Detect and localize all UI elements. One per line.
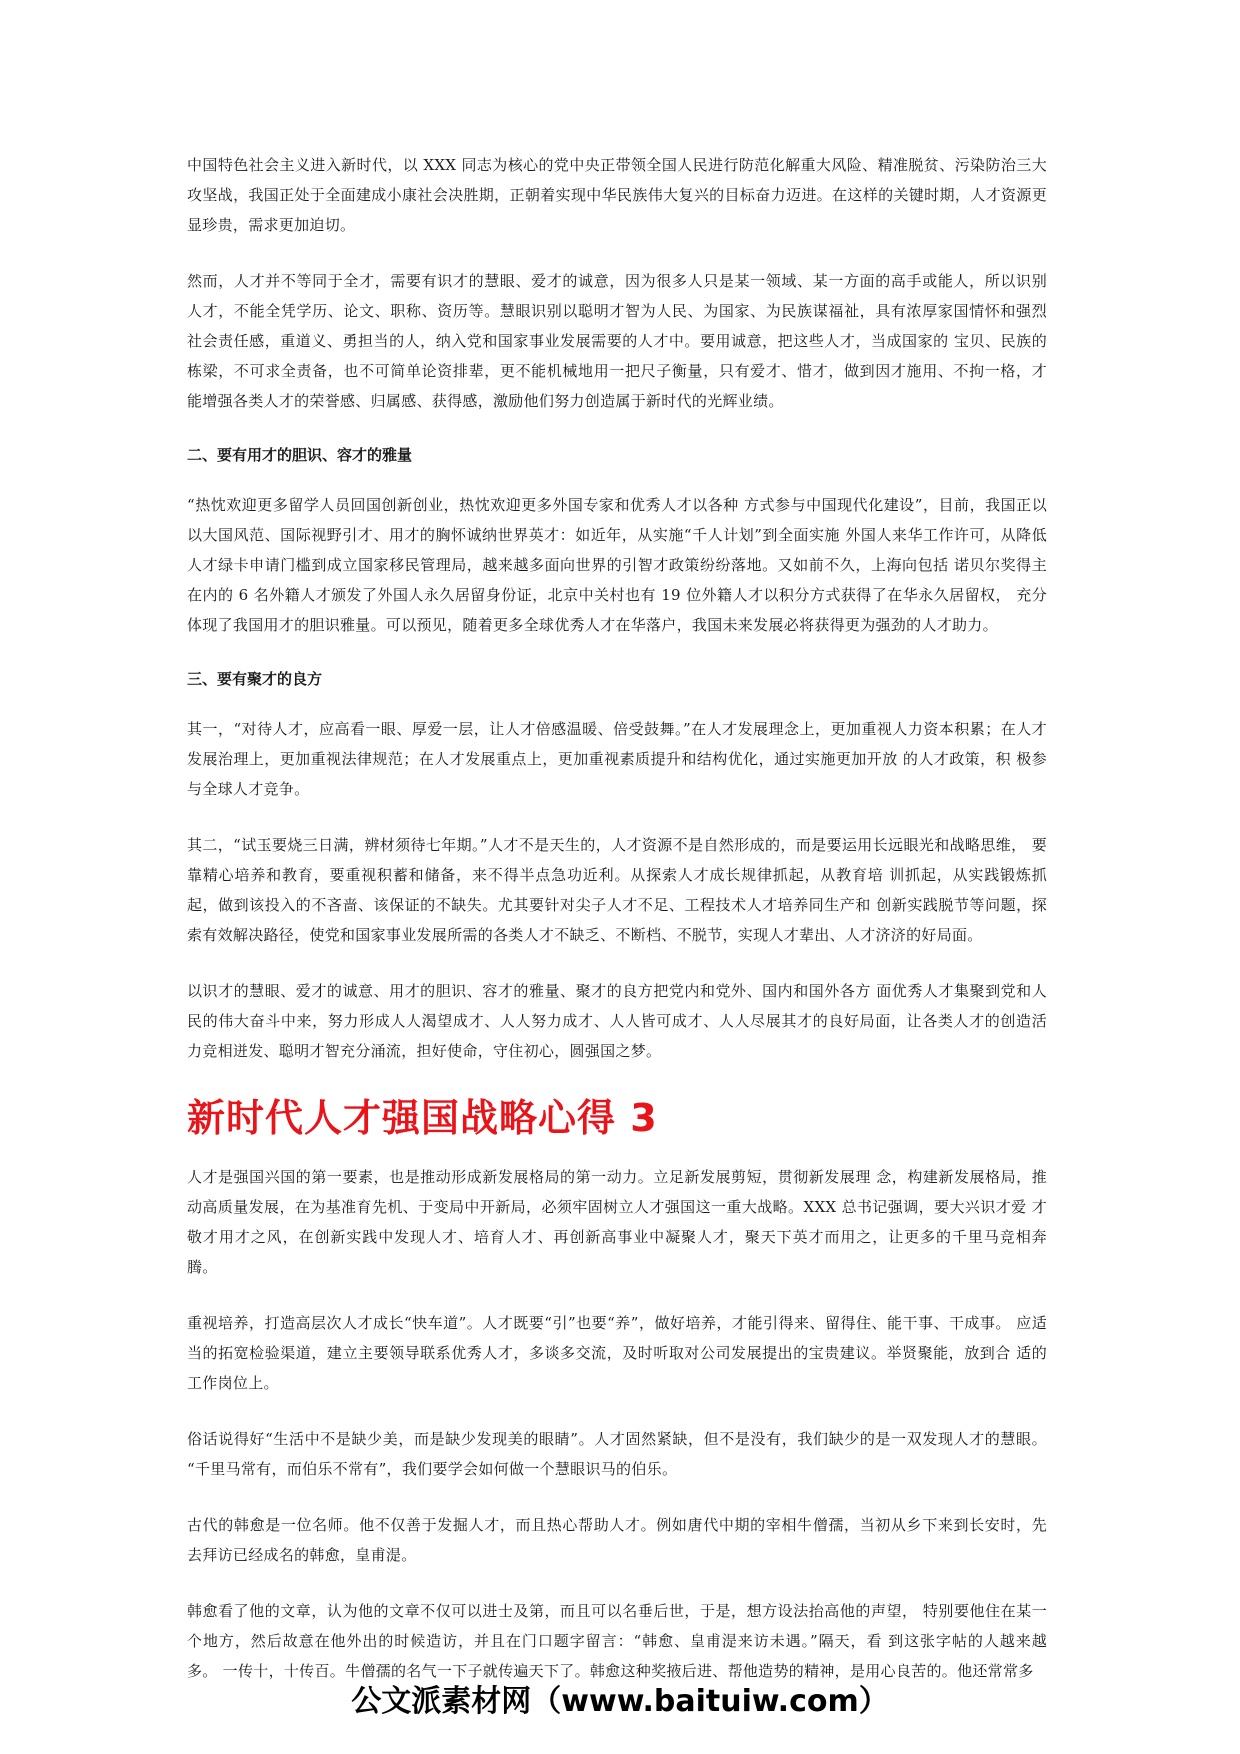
article-title: 新时代人才强国战略心得 3 [187, 1096, 658, 1140]
paragraph: 其一，“对待人才，应高看一眼、厚爱一层，让人才倍感温暖、倍受鼓舞。”在人才发展理念上，更加重视人力资本积累；在人才发展治理上，更加重视法律规范；在人才发展重点上，更加重视素质提升和结构优化，通过实施更加开放 的人才政策，积 极参与全球人才竞争。 [187, 720, 1047, 798]
paragraph: 中国特色社会主义进入新时代，以 XXX 同志为核心的党中央正带领全国人民进行防范化解重大风险、精准脱贫、污染防治三大攻坚战，我国正处于全面建成小康社会决胜期，正朝着实现中华民族伟大复兴的目标奋力迈进。在这样的关键时期，人才资源更显珍贵，需求更加迫切。 [187, 156, 1047, 234]
paragraph: 其二，“试玉要烧三日满，辨材须待七年期。”人才不是天生的，人才资源不是自然形成的，而是要运用长远眼光和战略思维， 要靠精心培养和教育，要重视积蓄和储备，来不得半点急功近利。从探索人才成长规律抓起，从教育培 训抓起，从实践锻炼抓 起，做到该投入的不吝啬、该保证的不缺失。尤其要针对尖子人才不足、工程技术人才培养同生产和 创新实践脱节等问题，探 索有效解决路径，使党和国家事业发展所需的各类人才不缺乏、不断档、不脱节，实现人才辈出、人才济济的好局面。 [187, 836, 1047, 944]
paragraph: 然而，人才并不等同于全才，需要有识才的慧眼、爱才的诚意，因为很多人只是某一领域、某一方面的高手或能人，所以识别 人才，不能全凭学历、论文、职称、资历等。慧眼识别以聪明才智为人民、为国家、为民族谋福祉，具有浓厚家国情怀和强烈 社会责任感，重道义、勇担当的人，纳入党和国家事业发展需要的人才中。要用诚意，把这些人才，当成国家的 宝贝、民族的 栋梁，不可求全责备，也不可简单论资排辈，更不能机械地用一把尺子衡量，只有爱才、惜才，做到因才施用、不拘一格，才 能增强各类人才的荣誉感、归属感、获得感，激励他们努力创造属于新时代的光辉业绩。 [187, 272, 1047, 410]
site-footer: 公文派素材网（www.baituiw.com） [351, 1684, 889, 1719]
paragraph: 俗话说得好“生活中不是缺少美，而是缺少发现美的眼睛”。人才固然紧缺，但不是没有，我们缺少的是一双发现人才的慧眼。 “千里马常有，而伯乐不常有”，我们要学会如何做一个慧眼识马的伯乐。 [187, 1430, 1047, 1478]
paragraph: 韩愈看了他的文章，认为他的文章不仅可以进士及第，而且可以名垂后世，于是，想方设法抬高他的声望， 特别要他住在某一 个地方，然后故意在他外出的时候造访，并且在门口题字留言：“韩愈、皇甫湜来访未遇。”隔天，看 到这张字帖的人越来越 多。 一传十，十传百。牛僧孺的名气一下子就传遍天下了。韩愈这种奖掖后进、帮他造势的精神，是用心良苦的。他还常常多 [187, 1602, 1047, 1680]
section-heading: 三、要有聚才的良方 [187, 670, 323, 688]
section-heading: 二、要有用才的胆识、容才的雅量 [187, 446, 413, 464]
paragraph: 重视培养，打造高层次人才成长“快车道”。人才既要“引”也要“养”，做好培养，才能引得来、留得住、能干事、干成事。 应适当的拓宽检验渠道，建立主要领导联系优秀人才，多谈多交流，及时听取对公司发展提出的宝贵建议。举贤聚能，放到合 适的工作岗位上。 [187, 1314, 1047, 1392]
paragraph: 古代的韩愈是一位名师。他不仅善于发掘人才，而且热心帮助人才。例如唐代中期的宰相牛僧孺，当初从乡下来到长安时，先 去拜访已经成名的韩愈，皇甫湜。 [187, 1516, 1047, 1564]
paragraph: 人才是强国兴国的第一要素，也是推动形成新发展格局的第一动力。立足新发展剪短，贯彻新发展理 念，构建新发展格局，推 动高质量发展，在为基准育先机、于变局中开新局，必须牢固树立人才强国这一重大战略。XXX 总书记强调，要大兴识才爱 才敬才用才之风，在创新实践中发现人才、培育人才、再创新高事业中凝聚人才，聚天下英才而用之，让更多的千里马竞相奔 腾。 [187, 1168, 1047, 1276]
document-body [187, 150, 1047, 1712]
paragraph: 以识才的慧眼、爱才的诚意、用才的胆识、容才的雅量、聚才的良方把党内和党外、国内和国外各方 面优秀人才集聚到党和人 民的伟大奋斗中来，努力形成人人渴望成才、人人努力成才、人人皆可成才、人人尽展其才的良好局面，让各类人才的创造活 力竞相迸发、聪明才智充分涌流，担好使命，守住初心，圆强国之梦。 [187, 982, 1047, 1060]
paragraph: “热忱欢迎更多留学人员回国创新创业，热忱欢迎更多外国专家和优秀人才以各种 方式参与中国现代化建设”，目前，我国正以以大国风范、国际视野引才、用才的胸怀诚纳世界英才：如近年，从实施“千人计划”到全面实施 外国人来华工作许可，从降低人才绿卡申请门槛到成立国家移民管理局，越来越多面向世界的引智才政策纷纷落地。又如前不久，上海向包括 诺贝尔奖得主在内的 6 名外籍人才颁发了外国人永久居留身份证，北京中关村也有 19 位外籍人才以积分方式获得了在华永久居留权， 充分体现了我国用才的胆识雅量。可以预见，随着更多全球优秀人才在华落户，我国未来发展必将获得更为强劲的人才助力。 [187, 496, 1047, 634]
